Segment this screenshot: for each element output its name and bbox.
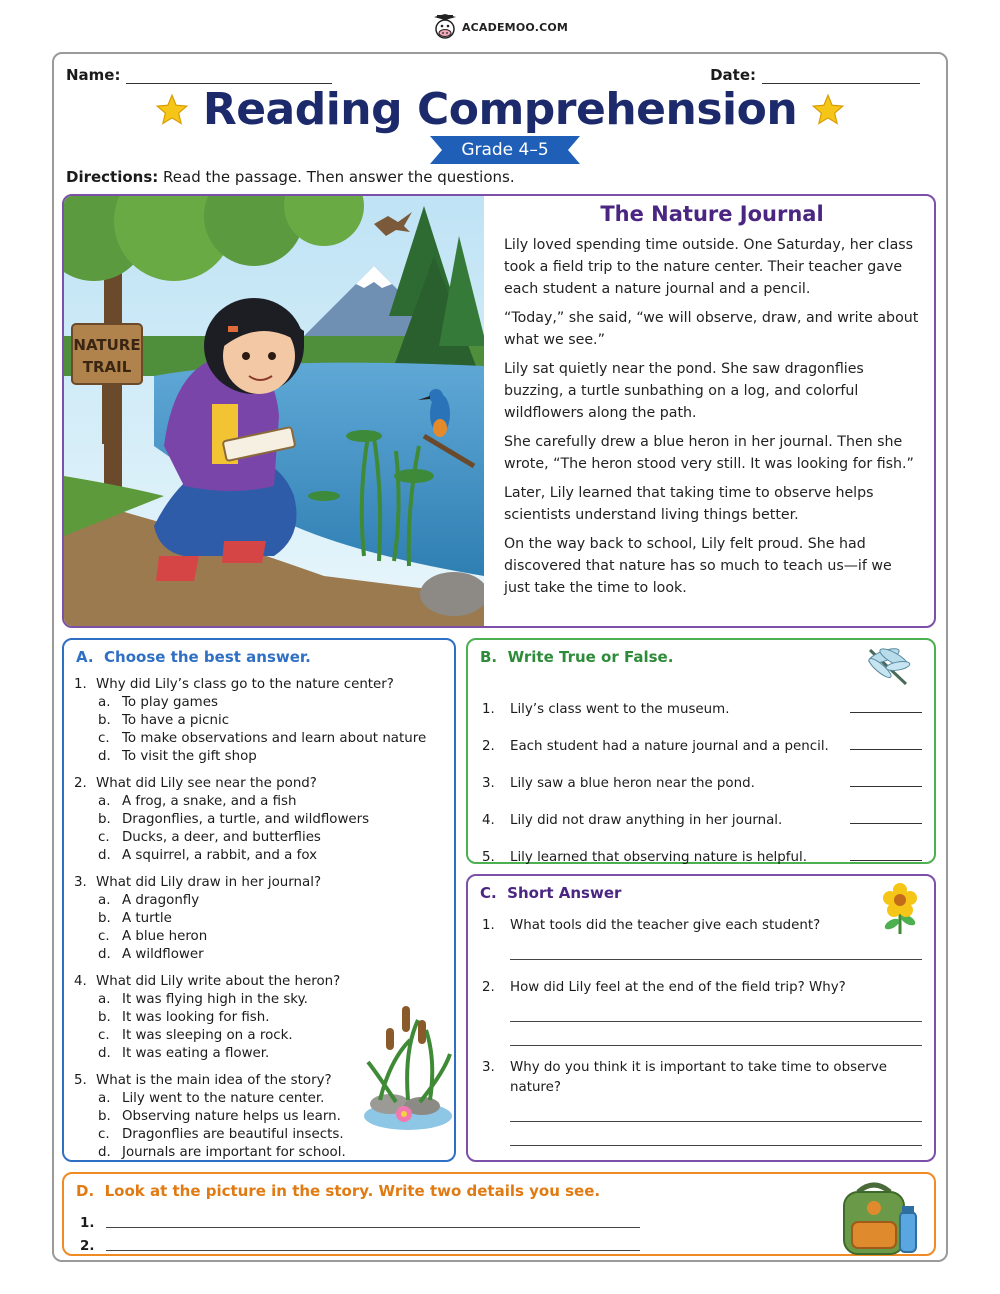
option-text: Journals are important for school.	[122, 1145, 346, 1160]
question-number: 3.	[482, 1060, 495, 1075]
answer-line[interactable]	[510, 1098, 922, 1122]
option-letter: a.	[98, 992, 111, 1007]
section-d-picture-details	[62, 1172, 936, 1256]
question-number: 4.	[74, 974, 87, 989]
statement-text: Lily did not draw anything in her journal.	[510, 813, 783, 828]
answer-option[interactable]	[74, 811, 444, 829]
statement-text: Lily saw a blue heron near the pond.	[510, 776, 755, 791]
true-false-item-3	[482, 754, 922, 791]
answer-option[interactable]	[74, 946, 444, 964]
story-paragraph: Lily sat quietly near the pond. She saw dragonflies buzzing, a turtle sunbathing on a log, and colorful wildflowers along the path.	[504, 361, 864, 421]
detail-number: 2.	[80, 1239, 95, 1254]
answer-line[interactable]	[510, 936, 922, 960]
option-text: To visit the gift shop	[122, 749, 257, 764]
story-paragraph: On the way back to school, Lily felt proud. She had discovered that nature has so much to teach us—if we just take the time to look.	[504, 536, 892, 596]
question-number: 5.	[74, 1073, 87, 1088]
true-false-list	[482, 680, 922, 865]
option-letter: a.	[98, 1091, 111, 1106]
option-text: A blue heron	[122, 929, 208, 944]
true-false-item-1	[482, 680, 922, 717]
mc-question-2	[74, 775, 444, 865]
answer-option[interactable]	[74, 1144, 444, 1162]
answer-blank[interactable]	[850, 736, 922, 750]
option-text: A turtle	[122, 911, 172, 926]
true-false-item-2	[482, 717, 922, 754]
option-text: A squirrel, a rabbit, and a fox	[122, 848, 318, 863]
true-false-item-4	[482, 791, 922, 828]
option-text: It was flying high in the sky.	[122, 992, 308, 1007]
answer-line[interactable]	[106, 1237, 640, 1251]
short-answer-question-2	[482, 978, 922, 998]
option-text: Observing nature helps us learn.	[122, 1109, 341, 1124]
mc-question-1	[74, 676, 444, 766]
story-panel	[62, 194, 936, 628]
title-row	[54, 84, 946, 135]
statement-text: Lily’s class went to the museum.	[510, 702, 730, 717]
true-false-item-5	[482, 828, 922, 865]
sign-text-2: TRAIL	[82, 358, 132, 376]
option-text: To play games	[122, 695, 218, 710]
question-prompt: How did Lily feel at the end of the field trip? Why?	[510, 980, 846, 995]
answer-option[interactable]	[74, 928, 444, 946]
option-letter: b.	[98, 1010, 111, 1025]
directions	[66, 168, 515, 186]
question-prompt: What did Lily see near the pond?	[96, 776, 317, 791]
question-prompt: What did Lily write about the heron?	[96, 974, 341, 989]
statement-text: Each student had a nature journal and a pencil.	[510, 739, 829, 754]
dragonfly-icon	[860, 644, 916, 690]
question-text	[74, 973, 444, 991]
story-illustration	[64, 196, 484, 626]
story-paragraph: Later, Lily learned that taking time to observe helps scientists understand living things better.	[504, 485, 874, 523]
mc-question-3	[74, 874, 444, 964]
worksheet	[52, 52, 948, 1262]
directions-label: Directions:	[66, 168, 159, 186]
story-paragraph: Lily loved spending time outside. One Saturday, her class took a field trip to the nature center. Their teacher gave each student a nature journal and a pencil.	[504, 237, 914, 297]
answer-option[interactable]	[74, 892, 444, 910]
section-a-heading: A. Choose the best answer.	[76, 648, 311, 666]
question-number: 3.	[74, 875, 87, 890]
date-field[interactable]	[710, 66, 920, 84]
answer-line[interactable]	[510, 1022, 922, 1046]
option-text: It was looking for fish.	[122, 1010, 270, 1025]
option-letter: d.	[98, 1046, 111, 1061]
option-text: It was eating a flower.	[122, 1046, 270, 1061]
statement-text: Lily learned that observing nature is helpful.	[510, 850, 807, 865]
option-letter: b.	[98, 713, 111, 728]
option-text: A wildflower	[122, 947, 204, 962]
story-paragraph: “Today,” she said, “we will observe, draw, and write about what we see.”	[504, 310, 919, 348]
section-a-multiple-choice	[62, 638, 456, 1162]
answer-option[interactable]	[74, 793, 444, 811]
option-text: Lily went to the nature center.	[122, 1091, 325, 1106]
detail-lines	[80, 1208, 640, 1254]
question-prompt: What is the main idea of the story?	[96, 1073, 332, 1088]
option-letter: d.	[98, 749, 111, 764]
option-letter: d.	[98, 947, 111, 962]
item-number: 1.	[482, 702, 495, 717]
option-letter: c.	[98, 1127, 110, 1142]
question-number: 1.	[74, 677, 87, 692]
star-icon	[155, 93, 189, 127]
name-label: Name:	[66, 66, 121, 84]
option-letter: c.	[98, 929, 110, 944]
answer-blank[interactable]	[850, 810, 922, 824]
section-c-short-answer	[466, 874, 936, 1162]
detail-row-2	[80, 1231, 640, 1254]
brand-logo	[0, 14, 1000, 40]
option-letter: a.	[98, 695, 111, 710]
short-answer-question-1	[482, 916, 922, 936]
option-letter: c.	[98, 731, 110, 746]
grade-label: Grade 4–5	[442, 136, 568, 164]
brand-name: ACADEMOO.COM	[461, 20, 569, 34]
sign-text-1: NATURE	[73, 336, 141, 354]
flower-icon	[878, 882, 922, 936]
star-icon	[811, 93, 845, 127]
item-number: 4.	[482, 813, 495, 828]
detail-row-1	[80, 1208, 640, 1231]
option-text: Dragonflies are beautiful insects.	[122, 1127, 344, 1142]
option-text: It was sleeping on a rock.	[122, 1028, 293, 1043]
question-prompt: Why did Lily’s class go to the nature center?	[96, 677, 394, 692]
name-field[interactable]	[66, 66, 332, 84]
section-b-heading: B. Write True or False.	[480, 648, 674, 666]
question-text	[74, 874, 444, 892]
option-text: Dragonflies, a turtle, and wildflowers	[122, 812, 370, 827]
answer-blank[interactable]	[850, 847, 922, 861]
answer-option[interactable]	[74, 910, 444, 928]
option-letter: b.	[98, 1109, 111, 1124]
question-number: 1.	[482, 918, 495, 933]
section-d-heading: D. Look at the picture in the story. Write two details you see.	[76, 1182, 601, 1200]
answer-option[interactable]	[74, 694, 444, 712]
answer-blank[interactable]	[850, 773, 922, 787]
option-letter: b.	[98, 812, 111, 827]
answer-line[interactable]	[510, 1122, 922, 1146]
date-label: Date:	[710, 66, 756, 84]
answer-line[interactable]	[510, 998, 922, 1022]
option-letter: a.	[98, 893, 111, 908]
answer-option[interactable]	[74, 712, 444, 730]
question-number: 2.	[74, 776, 87, 791]
question-prompt: Why do you think it is important to take time to observe nature?	[510, 1060, 887, 1095]
section-b-true-false	[466, 638, 936, 864]
question-prompt: What did Lily draw in her journal?	[96, 875, 322, 890]
question-text	[74, 775, 444, 793]
answer-option[interactable]	[74, 730, 444, 748]
section-c-heading: C. Short Answer	[480, 884, 622, 902]
option-letter: c.	[98, 830, 110, 845]
option-text: To make observations and learn about nature	[122, 731, 427, 746]
date-blank[interactable]	[762, 68, 920, 84]
option-letter: a.	[98, 794, 111, 809]
question-number: 2.	[482, 980, 495, 995]
short-answer-question-3	[482, 1058, 922, 1098]
option-text: A dragonfly	[122, 893, 200, 908]
directions-text: Read the passage. Then answer the questions.	[158, 168, 515, 186]
item-number: 2.	[482, 739, 495, 754]
question-prompt: What tools did the teacher give each student?	[510, 918, 821, 933]
cow-mascot-icon	[432, 14, 458, 40]
option-text: A frog, a snake, and a fish	[122, 794, 297, 809]
detail-number: 1.	[80, 1216, 95, 1231]
option-text: Ducks, a deer, and butterflies	[122, 830, 321, 845]
answer-option[interactable]	[74, 829, 444, 847]
answer-option[interactable]	[74, 748, 444, 766]
grade-banner	[430, 136, 580, 164]
option-letter: d.	[98, 1145, 111, 1160]
story-text	[504, 202, 920, 606]
question-text	[74, 676, 444, 694]
answer-option[interactable]	[74, 847, 444, 865]
answer-blank[interactable]	[850, 699, 922, 713]
answer-line[interactable]	[106, 1214, 640, 1228]
story-paragraph: She carefully drew a blue heron in her journal. Then she wrote, “The heron stood very still. It was looking for fish.”	[504, 434, 914, 472]
backpack-icon	[834, 1178, 922, 1256]
story-title: The Nature Journal	[600, 202, 824, 226]
short-answer-list	[482, 916, 922, 1146]
cattail-plant-icon	[360, 1000, 454, 1132]
option-letter: d.	[98, 848, 111, 863]
item-number: 5.	[482, 850, 495, 865]
item-number: 3.	[482, 776, 495, 791]
page-title: Reading Comprehension	[202, 84, 798, 135]
option-letter: c.	[98, 1028, 110, 1043]
option-letter: b.	[98, 911, 111, 926]
name-blank[interactable]	[126, 68, 332, 84]
option-text: To have a picnic	[122, 713, 230, 728]
